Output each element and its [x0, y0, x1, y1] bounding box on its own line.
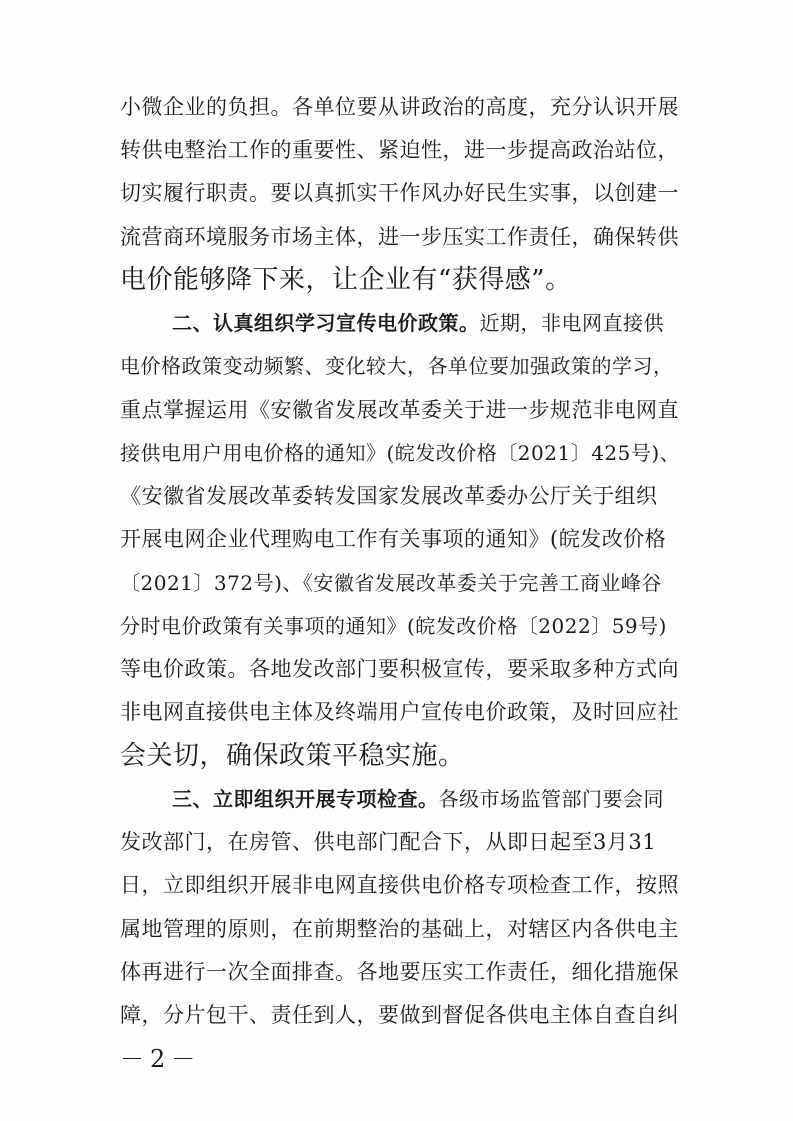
section-heading: 二、认真组织学习宣传电价政策。 — [172, 311, 480, 335]
paragraph-line: 重点掌握运用《安徽省发展改革委关于进一步规范非电网直 — [120, 398, 679, 422]
paragraph-line: 分时电价政策有关事项的通知》(皖发改价格〔2022〕59号) — [120, 614, 667, 638]
paragraph-text: 各级市场监管部门要会同 — [438, 787, 664, 811]
paragraph-line: 切实履行职责。要以真抓实干作风办好民生实事，以创建一 — [120, 181, 679, 205]
section-heading: 三、立即组织开展专项检查。 — [172, 787, 439, 811]
paragraph-line: 开展电网企业代理购电工作有关事项的通知》(皖发改价格 — [120, 527, 667, 551]
paragraph-line: 接供电用户用电价格的通知》(皖发改价格〔2021〕425号)、 — [120, 441, 681, 465]
paragraph-line: 日，立即组织开展非电网直接供电价格专项检查工作，按照 — [120, 873, 679, 897]
paragraph-line: 障，分片包干、责任到人，要做到督促各供电主体自查自纠 — [120, 1003, 679, 1027]
paragraph-text: 近期，非电网直接供 — [479, 311, 664, 335]
paragraph-line: 流营商环境服务市场主体，进一步压实工作责任，确保转供 — [120, 225, 679, 249]
paragraph-line: 电价格政策变动频繁、变化较大，各单位要加强政策的学习， — [120, 354, 674, 378]
paragraph-line: 非电网直接供电主体及终端用户宣传电价政策，及时回应社 — [120, 700, 679, 724]
paragraph-line: 转供电整治工作的重要性、紧迫性，进一步提高政治站位， — [120, 138, 679, 162]
paragraph-line: 小微企业的负担。各单位要从讲政治的高度，充分认识开展 — [120, 95, 679, 119]
paragraph-line: 会关切，确保政策平稳实施。 — [120, 741, 465, 771]
paragraph-line: 发改部门，在房管、供电部门配合下，从即日起至3月31 — [120, 830, 657, 854]
paragraph-line: 〔2021〕372号)、《安徽省发展改革委关于完善工商业峰谷 — [120, 571, 662, 595]
paragraph-line: 体再进行一次全面排查。各地要压实工作责任，细化措施保 — [120, 960, 679, 984]
paragraph-line: 等电价政策。各地发改部门要积极宣传，要采取多种方式向 — [120, 657, 679, 681]
section-2-first-line — [172, 308, 680, 338]
page-number: －2－ — [120, 1045, 202, 1073]
paragraph-line: 属地管理的原则，在前期整治的基础上，对辖区内各供电主 — [120, 917, 679, 941]
paragraph-line: 《安徽省发展改革委转发国家发展改革委办公厅关于组织 — [120, 484, 658, 508]
paragraph-line: 电价能够降下来，让企业有“获得感”。 — [120, 265, 572, 295]
section-3-first-line — [172, 784, 680, 814]
